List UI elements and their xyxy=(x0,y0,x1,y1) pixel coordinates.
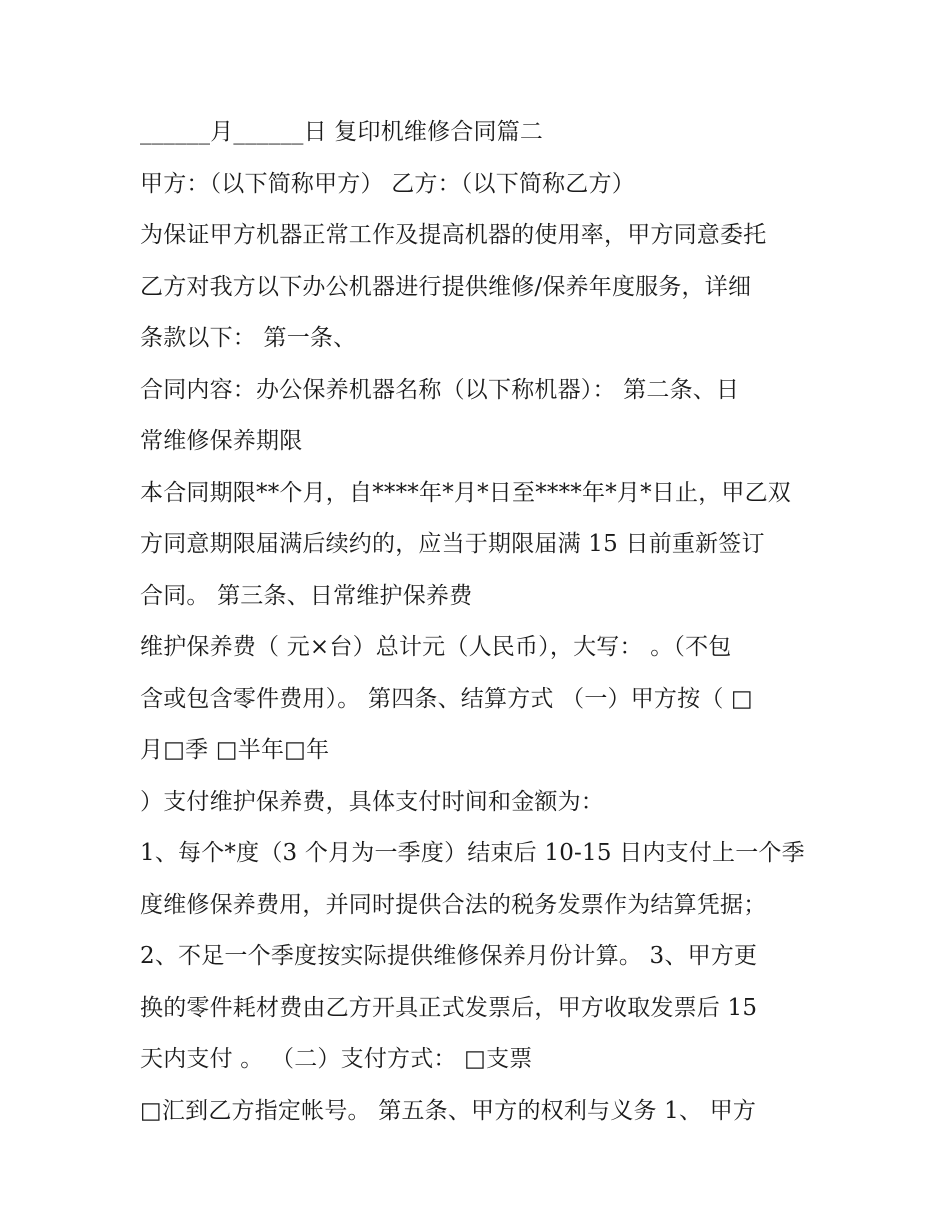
text-line: 方同意期限届满后续约的，应当于期限届满 15 日前重新签订 xyxy=(140,531,765,557)
text-line: 换的零件耗材费由乙方开具正式发票后，甲方收取发票后 15 xyxy=(140,994,758,1021)
text-line: 甲方：（以下简称甲方） 乙方：（以下简称乙方） xyxy=(140,170,635,197)
text-line: 合同内容：办公保养机器名称（以下称机器）： 第二条、日 xyxy=(140,376,740,403)
text-line: 天内支付 。 （二）支付方式： □支票 xyxy=(140,1046,533,1072)
text-line: 维护保养费（ 元×台）总计元（人民币），大写： 。（不包 xyxy=(140,634,732,660)
text-line: □汇到乙方指定帐号。 第五条、甲方的权利与义务 1、 甲方 xyxy=(140,1097,757,1124)
text-line: 本合同期限**个月，自****年*月*日至****年*月*日止，甲乙双 xyxy=(140,479,791,506)
text-line: 月□季 □半年□年 xyxy=(140,737,330,763)
text-line: 乙方对我方以下办公机器进行提供维修/保养年度服务，详细 xyxy=(140,273,752,300)
text-line: 常维修保养期限 xyxy=(140,428,303,454)
text-line: 度维修保养费用，并同时提供合法的税务发票作为结算凭据； xyxy=(140,891,767,918)
text-line: 含或包含零件费用）。 第四条、结算方式 （一）甲方按（ □ xyxy=(140,685,753,712)
text-line: 2、不足一个季度按实际提供维修保养月份计算。 3、甲方更 xyxy=(140,943,758,969)
text-line: ）支付维护保养费，具体支付时间和金额为： xyxy=(140,788,604,815)
text-line: ______月______日 复印机维修合同篇二 xyxy=(140,119,544,145)
text-line: 1、每个*度（3 个月为一季度）结束后 10-15 日内支付上一个季 xyxy=(140,840,805,866)
text-line: 为保证甲方机器正常工作及提高机器的使用率，甲方同意委托 xyxy=(140,222,767,248)
text-line: 条款以下： 第一条、 xyxy=(140,325,357,351)
contract-text xyxy=(140,107,830,1137)
text-line: 合同。 第三条、日常维护保养费 xyxy=(140,582,473,609)
